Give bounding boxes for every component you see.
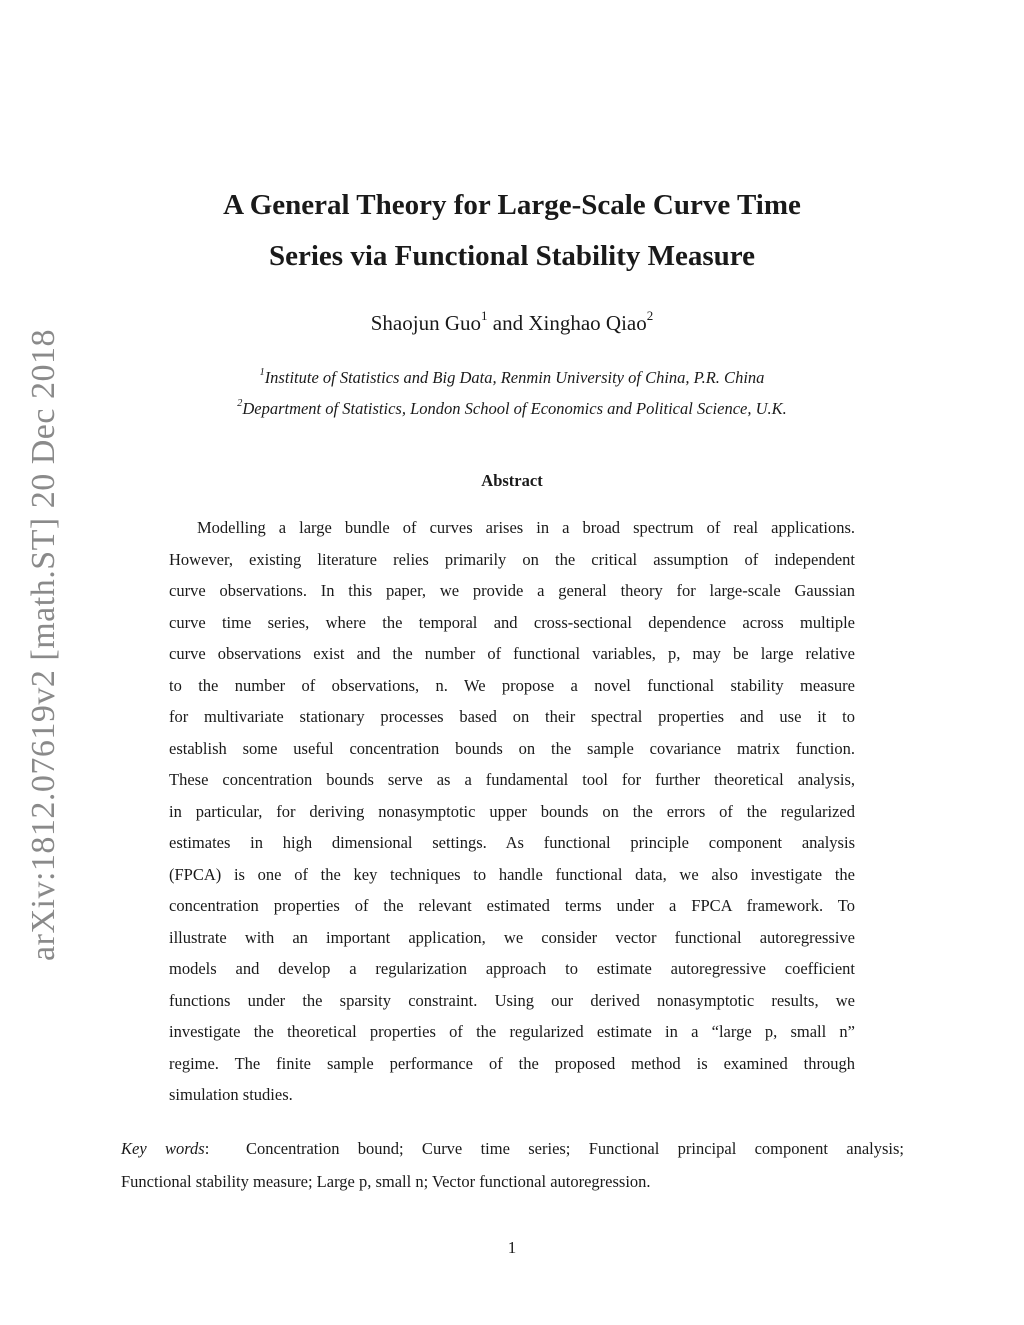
affiliation-text: Institute of Statistics and Big Data, Renmin University of China, P.R. China (264, 368, 765, 387)
abstract-line: (FPCA) is one of the key techniques to handle functional data, we also investigate the (169, 864, 855, 884)
abstract-line: investigate the theoretical properties of the regularized estimate in a “large p, small n” (169, 1022, 855, 1041)
abstract-body (169, 512, 855, 1111)
abstract-line: estimates in high dimensional settings. As functional principle component analysis (169, 833, 855, 852)
abstract-line: in particular, for deriving nonasymptotic upper bounds on the errors of the regularized (169, 801, 855, 821)
abstract-line: curve observations exist and the number of functional variables, p, may be large relative (169, 644, 855, 663)
affiliation-mark: 2 (237, 397, 243, 409)
abstract-line: curve time series, where the temporal and cross-sectional dependence across multiple (169, 612, 855, 632)
author-name: Xinghao Qiao (528, 311, 647, 335)
author-list (0, 308, 1024, 336)
title-line: A General Theory for Large-Scale Curve Time (223, 189, 801, 221)
abstract-line: These concentration bounds serve as a fundamental tool for further theoretical analysis, (169, 770, 855, 789)
abstract-line: However, existing literature relies primarily on the critical assumption of independent (169, 549, 855, 569)
author-connector: and (487, 311, 529, 335)
abstract-line: curve observations. In this paper, we provide a general theory for large-scale Gaussian (169, 581, 855, 600)
author-name: Shaojun Guo (370, 311, 481, 335)
paper-title (0, 180, 1024, 282)
abstract-line: to the number of observations, n. We propose a novel functional stability measure (169, 675, 855, 695)
affiliation-mark: 1 (259, 366, 265, 378)
abstract-line: illustrate with an important application, we consider vector functional autoregressive (169, 927, 855, 947)
author-affiliation-mark: 2 (646, 308, 654, 324)
affiliation (0, 399, 1024, 419)
keywords-line: Key words: Concentration bound; Curve time series; Functional principal component analysis; (121, 1139, 904, 1158)
title-line: Series via Functional Stability Measure (268, 240, 755, 272)
author-affiliation-mark: 1 (480, 308, 488, 324)
abstract-heading: Abstract (481, 471, 543, 490)
affiliation (0, 368, 1024, 388)
affiliation-text: Department of Statistics, London School of Economics and Political Science, U.K. (242, 399, 787, 418)
abstract-line: regime. The finite sample performance of the proposed method is examined through (169, 1053, 855, 1073)
abstract-line: establish some useful concentration bounds on the sample covariance matrix function. (169, 738, 855, 758)
abstract-line: simulation studies. (169, 1085, 293, 1104)
keywords-label: Key words (121, 1139, 205, 1158)
abstract-line: concentration properties of the relevant estimated terms under a FPCA framework. To (169, 896, 855, 915)
page-number: 1 (507, 1238, 517, 1257)
keywords-text: Concentration bound; Curve time series; Functional principal component analysis; (245, 1139, 904, 1158)
keywords-line: Functional stability measure; Large p, small n; Vector functional autoregression. (121, 1172, 651, 1191)
arxiv-identifier: arXiv:1812.07619v2 [math.ST] 20 Dec 2018 (25, 329, 62, 961)
abstract-line: functions under the sparsity constraint. Using our derived nonasymptotic results, we (169, 990, 855, 1010)
arxiv-side-stamp (22, 329, 66, 961)
keywords-section (121, 1132, 904, 1198)
abstract-line: Modelling a large bundle of curves arises in a broad spectrum of real applications. (197, 518, 855, 537)
abstract-line: models and develop a regularization approach to estimate autoregressive coefficient (169, 959, 855, 978)
abstract-line: for multivariate stationary processes based on their spectral properties and use it to (169, 707, 855, 726)
